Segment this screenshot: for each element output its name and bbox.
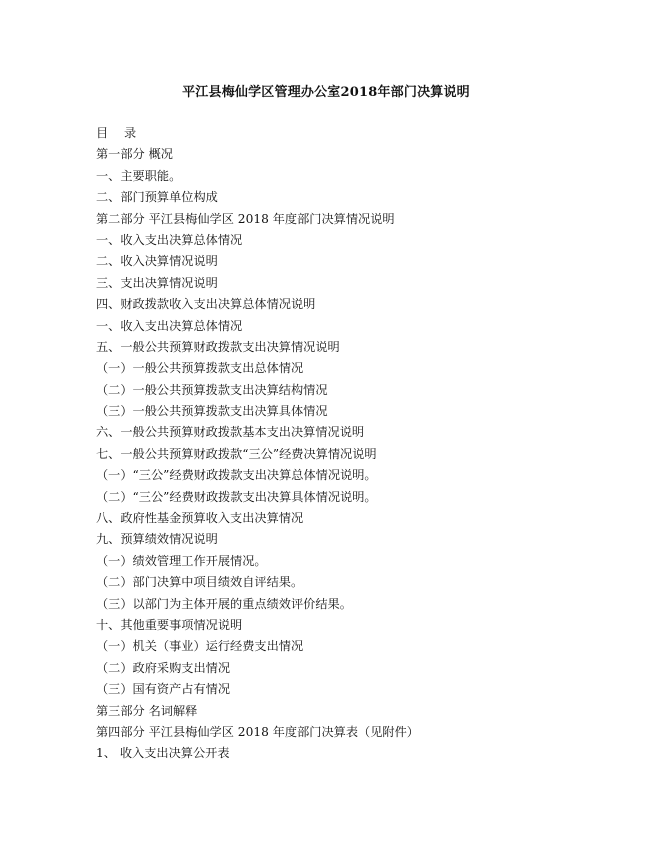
toc-entry: 第三部分 名词解释 <box>96 703 198 718</box>
toc-entry: 六、一般公共预算财政拨款基本支出决算情况说明 <box>96 425 365 440</box>
toc-entry: 七、一般公共预算财政拨款“三公”经费决算情况说明 <box>96 446 377 461</box>
toc-entry: 一、收入支出决算总体情况 <box>96 318 243 333</box>
toc-entry: （一）“三公”经费财政拨款支出决算总体情况说明。 <box>96 468 377 483</box>
toc-entry: 第四部分 平江县梅仙学区 2018 年度部门决算表（见附件） <box>96 724 419 739</box>
toc-entry: （三）国有资产占有情况 <box>96 682 231 697</box>
toc-entry: 五、一般公共预算财政拨款支出决算情况说明 <box>96 339 340 354</box>
document-title: 平江县梅仙学区管理办公室2018年部门决算说明 <box>182 85 470 100</box>
toc-entry: （一）绩效管理工作开展情况。 <box>96 553 267 568</box>
toc-heading: 目 录 <box>96 126 143 140</box>
toc-entry: （二）一般公共预算拨款支出决算结构情况 <box>96 382 328 397</box>
toc-entry: （三）以部门为主体开展的重点绩效评价结果。 <box>96 596 352 611</box>
toc-entry: （一）一般公共预算拨款支出总体情况 <box>96 361 304 376</box>
toc-entry: 第二部分 平江县梅仙学区 2018 年度部门决算情况说明 <box>96 211 395 226</box>
toc-entry: 二、收入决算情况说明 <box>96 254 218 269</box>
toc-entry: 八、政府性基金预算收入支出决算情况 <box>96 511 304 526</box>
toc-entry: 第一部分 概况 <box>96 147 173 162</box>
toc-entry: 四、财政拨款收入支出决算总体情况说明 <box>96 297 316 312</box>
toc-entry: 三、支出决算情况说明 <box>96 275 218 290</box>
toc-entry: （二）政府采购支出情况 <box>96 660 231 675</box>
table-of-contents <box>96 123 419 765</box>
toc-entry: （二）“三公”经费财政拨款支出决算具体情况说明。 <box>96 489 377 504</box>
toc-entry: 1、 收入支出决算公开表 <box>96 746 230 761</box>
toc-entry: （三）一般公共预算拨款支出决算具体情况 <box>96 404 328 419</box>
toc-entry: （二）部门决算中项目绩效自评结果。 <box>96 575 304 590</box>
toc-entry: 九、预算绩效情况说明 <box>96 532 218 547</box>
toc-entry: 一、主要职能。 <box>96 168 182 183</box>
toc-entry: 二、部门预算单位构成 <box>96 190 218 205</box>
toc-entry: 一、收入支出决算总体情况 <box>96 232 243 247</box>
toc-entry: 十、其他重要事项情况说明 <box>96 617 243 632</box>
toc-entry: （一）机关（事业）运行经费支出情况 <box>96 639 304 654</box>
